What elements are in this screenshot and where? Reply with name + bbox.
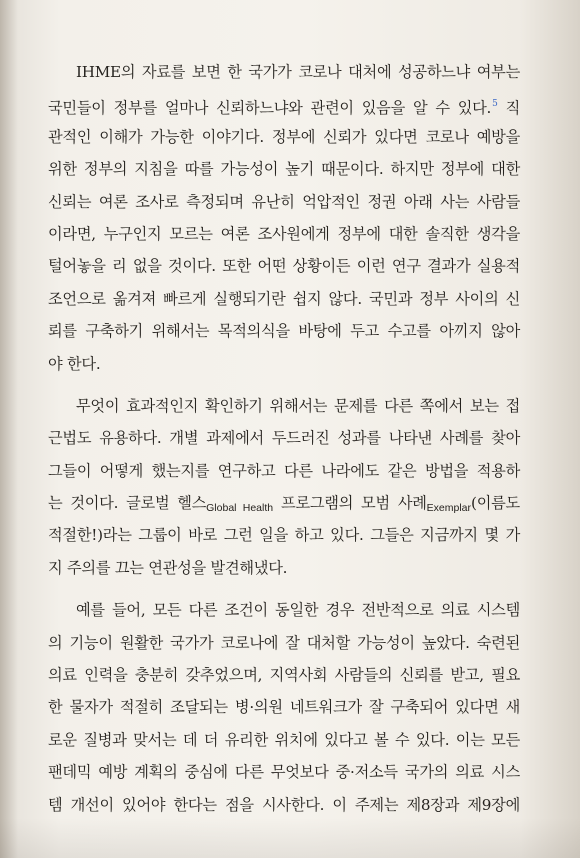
text-segment: 국민들이 정부를 얼마나 신뢰하느냐와 관련이 있음을 알 수 있다. <box>48 99 492 118</box>
text-line: IHME의 자료를 보면 한 국가가 코로나 대처에 성공하느냐 여부는 <box>76 63 520 81</box>
text-line: 의료 인력을 충분히 갖추었으며, 지역사회 사람들의 신뢰를 받고, 필요 <box>48 666 520 685</box>
text-line: 한 물자가 적절히 조달되는 병·의원 네트워크가 잘 구축되어 있다면 새 <box>48 698 520 717</box>
page-shadow <box>0 818 580 858</box>
text-line: 지 주의를 끄는 연관성을 발견해냈다. <box>48 558 288 577</box>
paragraph-2 <box>48 390 520 584</box>
footnote-marker[interactable]: 5 <box>492 99 498 110</box>
english-gloss: Global Health <box>206 502 274 515</box>
text-line: 관적인 이해가 가능한 이야기다. 정부에 신뢰가 있다면 코로나 예방을 <box>48 127 520 146</box>
text-line: 이라면, 누구인지 모르는 여론 조사원에게 정부에 대한 솔직한 생각을 <box>48 224 520 243</box>
text-line: 그들이 어떻게 했는지를 연구하고 다른 나라에도 같은 방법을 적용하 <box>48 461 520 480</box>
paragraph-1 <box>48 56 520 380</box>
text-line: 털어놓을 리 없을 것이다. 또한 어떤 상황이든 이런 연구 결과가 실용적 <box>48 257 520 276</box>
text-line: 적절한!)라는 그룹이 바로 그런 일을 하고 있다. 그들은 지금까지 몇 가 <box>48 526 520 545</box>
text-segment: 직 <box>497 99 520 118</box>
text-line: 무엇이 효과적인지 확인하기 위해서는 문제를 다른 쪽에서 보는 접 <box>76 396 520 415</box>
text-line: 신뢰는 여론 조사로 측정되며 유난히 억압적인 정권 아래 사는 사람들 <box>48 192 520 211</box>
text-line: 팬데믹 예방 계획의 중심에 다른 무엇보다 중·저소득 국가의 의료 시스 <box>48 763 520 782</box>
text-line <box>48 487 520 519</box>
text-line: 의 기능이 원활한 국가가 코로나에 잘 대처할 가능성이 높았다. 숙련된 <box>48 633 520 652</box>
text-line: 야 한다. <box>48 354 101 373</box>
paragraph-spacer <box>48 380 520 390</box>
text-line: 템 개선이 있어야 한다는 점을 시사한다. 이 주제는 제8장과 제9장에 <box>48 795 520 814</box>
text-line: 위한 정부의 지침을 따를 가능성이 높기 때문이다. 하지만 정부에 대한 <box>48 160 520 179</box>
text-line: 로운 질병과 맞서는 데 더 유리한 위치에 있다고 볼 수 있다. 이는 모든 <box>48 730 520 749</box>
text-line: 근법도 유용하다. 개별 과제에서 두드러진 성과를 나타낸 사례를 찾아 <box>48 429 520 448</box>
body-text <box>48 56 520 821</box>
text-segment: (이름도 <box>471 494 520 513</box>
paragraph-spacer <box>48 584 520 594</box>
paragraph-3 <box>48 594 520 821</box>
text-line: 예를 들어, 모든 다른 조건이 동일한 경우 전반적으로 의료 시스템 <box>76 601 520 620</box>
text-line: 뢰를 구축하기 위해서는 목적의식을 바탕에 두고 수고를 아끼지 않아 <box>48 322 520 341</box>
text-segment: 프로그램의 모범 사례 <box>273 494 427 513</box>
text-line: 조언으로 옮겨져 빠르게 실행되기란 쉽지 않다. 국민과 정부 사이의 신 <box>48 289 520 308</box>
english-gloss: Exemplar <box>426 502 472 515</box>
text-line <box>48 88 520 120</box>
text-segment: 는 것이다. 글로벌 헬스 <box>48 494 207 513</box>
